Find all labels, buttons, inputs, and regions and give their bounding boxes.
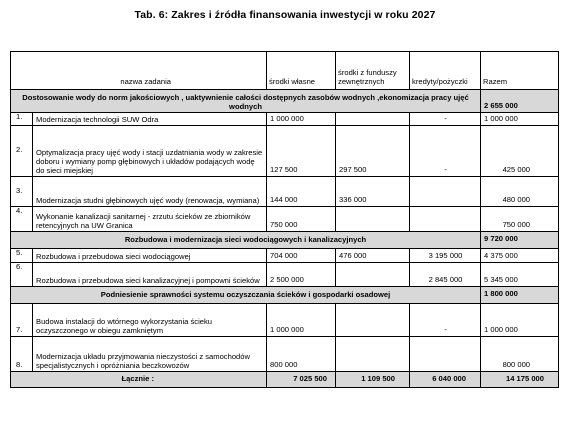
- row-razem: 750 000: [481, 207, 559, 232]
- row-razem: 1 000 000: [481, 113, 559, 126]
- row-kred: [410, 177, 481, 207]
- row-name: Rozbudowa i przebudowa sieci wodociągowej: [33, 249, 267, 263]
- row-zewn: 476 000: [336, 249, 410, 263]
- row-wlasne: 2 500 000: [267, 263, 336, 287]
- section-row: [11, 90, 559, 113]
- row-name: Rozbudowa i przebudowa sieci kanalizacyjnej i pompowni ścieków: [33, 263, 267, 287]
- table-row: [11, 304, 559, 337]
- section-label: Dostosowanie wody do norm jakościowych , uaktywnienie całości dostępnych zasobów wodnych ,ekonomizacja pracy ujęć wodnych: [11, 90, 481, 113]
- header-zewnetrzne: środki z funduszy zewnętrznych: [336, 52, 410, 90]
- header-nazwa: nazwa zadania: [11, 52, 267, 90]
- row-number: 8.: [11, 337, 33, 372]
- total-wlasne: 7 025 500: [267, 372, 336, 388]
- table-row: [11, 113, 559, 126]
- row-zewn: [336, 113, 410, 126]
- row-name: Wykonanie kanalizacji sanitarnej - zrzutu ścieków ze zbiorników retencyjnych na UW Granica: [33, 207, 267, 232]
- row-zewn: [336, 207, 410, 232]
- row-razem: 1 000 000: [481, 304, 559, 337]
- row-kred: -: [410, 126, 481, 177]
- table-row: [11, 249, 559, 263]
- header-srodki-wlasne: środki własne: [267, 52, 336, 90]
- row-name: Modernizacja studni głębinowych ujęć wody (renowacja, wymiana): [33, 177, 267, 207]
- row-razem: 425 000: [481, 126, 559, 177]
- total-kred: 6 040 000: [410, 372, 481, 388]
- row-wlasne: 144 000: [267, 177, 336, 207]
- row-number: 3.: [11, 177, 33, 207]
- row-wlasne: 704 000: [267, 249, 336, 263]
- row-number: 2.: [11, 126, 33, 177]
- table-row: [11, 263, 559, 287]
- section-label: Rozbudowa i modernizacja sieci wodociągowych i kanalizacyjnych: [11, 232, 481, 249]
- row-kred: [410, 207, 481, 232]
- row-kred: 2 845 000: [410, 263, 481, 287]
- row-wlasne: 1 000 000: [267, 304, 336, 337]
- row-number: 4.: [11, 207, 33, 232]
- row-zewn: 297 500: [336, 126, 410, 177]
- section-razem: 2 655 000: [481, 90, 559, 113]
- row-number: 6.: [11, 263, 33, 287]
- row-name: Modernizacja układu przyjmowania nieczystości z samochodów specjalistycznych i opróżniania beczkowozów: [33, 337, 267, 372]
- row-razem: 800 000: [481, 337, 559, 372]
- section-label: Podniesienie sprawności systemu oczyszczania ścieków i gospodarki osadowej: [11, 287, 481, 304]
- section-razem: 1 800 000: [481, 287, 559, 304]
- row-name: Optymalizacja pracy ujęć wody i stacji uzdatniania wody w zakresie doboru i wymiany pomp głębinowych i układów podających wodę do sieci miejskiej: [33, 126, 267, 177]
- row-kred: -: [410, 304, 481, 337]
- row-kred: [410, 337, 481, 372]
- row-zewn: 336 000: [336, 177, 410, 207]
- header-kredyty: kredyty/pożyczki: [410, 52, 481, 90]
- row-name: Budowa instalacji do wtórnego wykorzystania ścieku oczyszczonego w obiegu zamkniętym: [33, 304, 267, 337]
- row-kred: -: [410, 113, 481, 126]
- row-zewn: [336, 337, 410, 372]
- header-razem: Razem: [481, 52, 559, 90]
- row-razem: 480 000: [481, 177, 559, 207]
- row-zewn: [336, 304, 410, 337]
- row-wlasne: 127 500: [267, 126, 336, 177]
- header-row: [11, 52, 559, 90]
- table-row: [11, 207, 559, 232]
- total-label: Łącznie :: [11, 372, 267, 388]
- table-title: Tab. 6: Zakres i źródła finansowania inwestycji w roku 2027: [134, 9, 436, 21]
- total-row: [11, 372, 559, 388]
- row-name: Modernizacja technologii SUW Odra: [33, 113, 267, 126]
- financing-table: [10, 51, 559, 388]
- section-row: [11, 287, 559, 304]
- table-row: [11, 337, 559, 372]
- row-wlasne: 750 000: [267, 207, 336, 232]
- row-number: 1.: [11, 113, 33, 126]
- row-number: 5.: [11, 249, 33, 263]
- row-wlasne: 800 000: [267, 337, 336, 372]
- section-row: [11, 232, 559, 249]
- row-wlasne: 1 000 000: [267, 113, 336, 126]
- row-zewn: [336, 263, 410, 287]
- row-number: 7.: [11, 304, 33, 337]
- table-row: [11, 126, 559, 177]
- section-razem: 9 720 000: [481, 232, 559, 249]
- table-row: [11, 177, 559, 207]
- total-razem: 14 175 000: [481, 372, 559, 388]
- total-zewn: 1 109 500: [336, 372, 410, 388]
- row-razem: 4 375 000: [481, 249, 559, 263]
- row-razem: 5 345 000: [481, 263, 559, 287]
- row-kred: 3 195 000: [410, 249, 481, 263]
